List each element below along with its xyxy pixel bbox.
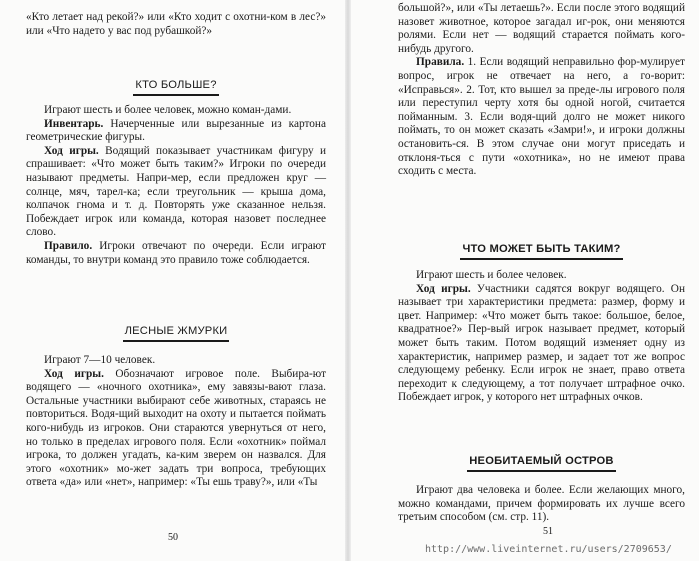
left-intro-block [26, 11, 326, 38]
game3-body [398, 269, 685, 405]
game2-body [26, 354, 326, 490]
title-kto-bolshe: КТО БОЛЬШЕ? [26, 79, 326, 96]
game4-players: Играют два человека и более. Если желающих много, можно командами, причем формировать их лучше всего третьим способом (см. стр. 11). [398, 484, 685, 524]
left-intro-text: «Кто летает над рекой?» или «Кто ходит с охотни-ком в лес?» или «Что надето у вас под рубашкой?» [26, 11, 326, 37]
game2-move: Ход игры. Обозначают игровое поле. Выбира-ют водящего — «ночного охотника», ему завязы-вают глаза. Остальные участники выбирают себе животных, стараясь не повториться. Водя-щий выходит на охоту и пытается поймать кого-нибудь из игроков. Они стараются увернуться от него, но только в пределах игрового поля. Если «охотник» поймал игрока, то должен угадать, ка-ким зверем он назвался. Для этого «охотник» мо-жет задать три вопроса, требующих ответа «да» или «нет», например: «Ты ешь траву?», или «Ты [26, 367, 326, 489]
game1-move: Ход игры. Водящий показывает участникам фигуру и спрашивает: «Что может быть таким?» Игроки по очереди называют предметы. Напри-мер, если предложен круг — солнце, мяч, тарел-ка; если треугольник — крыша дома, колпачок гнома и т. д. Повторять уже сказанное нельзя. Побеждает игрок или команда, которая назовет последнее слово. [26, 144, 326, 239]
title-chto-mozhet-byt-takim: ЧТО МОЖЕТ БЫТЬ ТАКИМ? [398, 243, 685, 260]
watermark-url: http://www.liveinternet.ru/users/2709653/ [425, 544, 672, 555]
page-number-right: 51 [543, 526, 553, 537]
game1-inventory: Инвентарь. Начерченные или вырезанные из картона геометрические фигуры. [26, 117, 326, 144]
game1-body [26, 104, 326, 267]
page-number-left: 50 [168, 532, 178, 543]
right-rules: Правила. 1. Если водящий неправильно фор-мулирует вопрос, игрок не отвечает на него, а го-ворит: «Исправься». 2. Тот, кто вышел за преде-лы игрового поля или переступил черту хотя бы одной ногой, считается пойманным. 3. Если водя-щий долго не может никого поймать, то он может сказать «Замри!», и игроки должны остановить-ся. В этом случае они могут приседать и отклоня-ться с пути «охотника», но не имеют права сходить с места. [398, 56, 685, 178]
game2-players: Играют 7—10 человек. [44, 354, 156, 366]
left-page [0, 0, 346, 561]
game3-players: Играют шесть и более человек. [416, 269, 567, 281]
game3-move: Ход игры. Участники садятся вокруг водящего. Он называет три характеристики предмета: размер, форму и цвет. Например: «Что может быть такое: большое, белое, квадратное?» Пер-вый игрок называет предмет, который может быть таким. Потом водящий изменяет одну из характеристик, например размер, и задает тот же вопрос следующему ребенку. Если игрок не знает, право ответа переходит к следующему, а тот получает штрафное очко. Побеждает игрок, у которого нет штрафных очков. [398, 282, 685, 404]
game4-body [398, 484, 685, 525]
title-lesnye-zhmurki: ЛЕСНЫЕ ЖМУРКИ [26, 325, 326, 342]
title-neobitaemyi-ostrov: НЕОБИТАЕМЫЙ ОСТРОВ [398, 455, 685, 472]
right-page [350, 0, 699, 561]
game1-players: Играют шесть и более человек, можно коман-дами. [44, 104, 292, 116]
game1-rule: Правило. Игроки отвечают по очереди. Если играют команды, то внутри команд это правило тоже соблюдается. [26, 239, 326, 266]
right-continued-text: большой?», или «Ты летаешь?». Если после этого водящий назовет животное, которое загадал иг-рок, они меняются ролями. Если нет — водящий старается поймать кого-нибудь другого. [398, 2, 685, 55]
right-continued-block [398, 2, 685, 179]
